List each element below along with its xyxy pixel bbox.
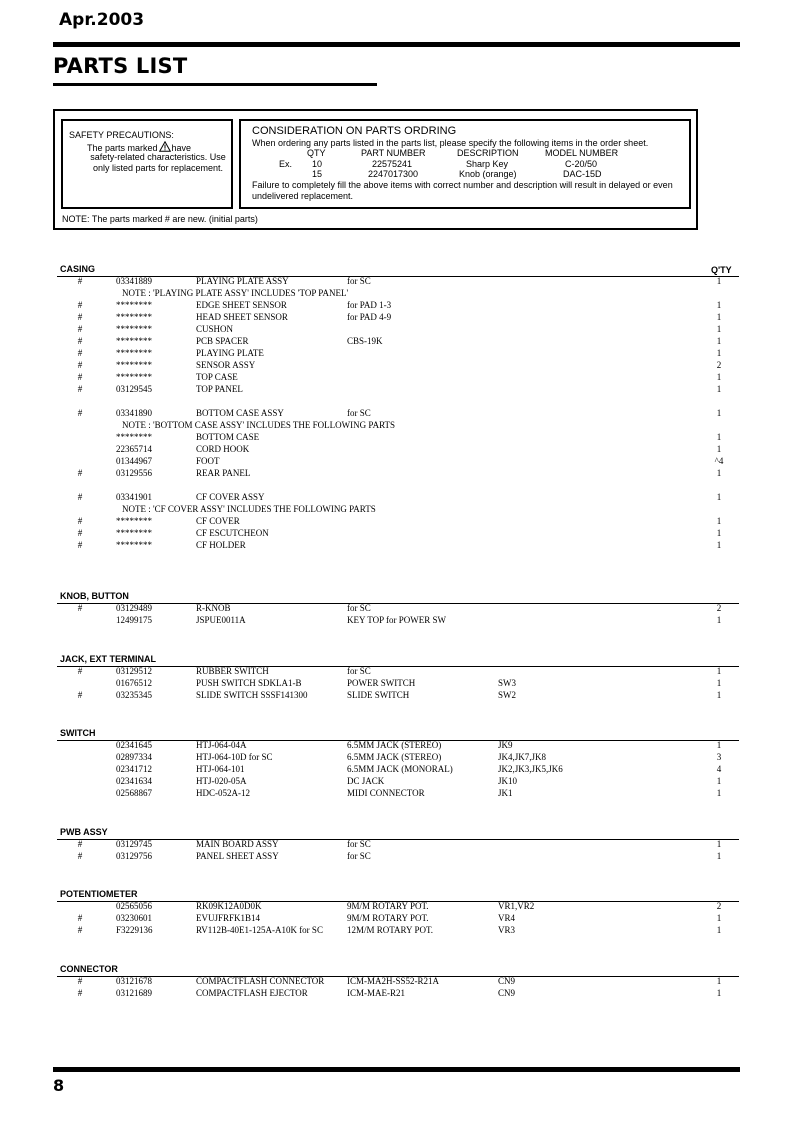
part-qty: 1 [716,444,722,454]
part-info: for PAD 1-3 [347,300,392,310]
part-number: 02341634 [116,776,152,786]
title-underline [53,83,377,86]
part-number: 03341889 [116,276,152,286]
part-number: 03121678 [116,976,152,986]
part-info: for SC [347,603,371,613]
part-description: REAR PANEL [196,468,251,478]
part-info: 6.5MM JACK (STEREO) [347,740,442,750]
ordering-ex1-desc: Sharp Key [466,159,509,169]
new-part-mark: # [77,336,83,346]
part-number: 03341901 [116,492,152,502]
part-number: 02565056 [116,901,152,911]
ordering-header-part: PART NUMBER [361,148,426,158]
row-note: NOTE : 'PLAYING PLATE ASSY' INCLUDES 'TOP PANEL' [122,288,349,298]
safety-heading: SAFETY PRECAUTIONS: [69,130,174,140]
part-description: EDGE SHEET SENSOR [196,300,287,310]
part-description: PUSH SWITCH SDKLA1-B [196,678,302,688]
part-number: 03129756 [116,851,152,861]
part-qty: 2 [716,901,722,911]
part-description: CF ESCUTCHEON [196,528,269,538]
part-qty: 1 [716,851,722,861]
part-qty: 1 [716,336,722,346]
part-reference: VR3 [498,925,516,935]
page-title: PARTS LIST [53,54,188,78]
new-part-mark: # [77,276,83,286]
part-qty: 1 [716,925,722,935]
part-description: CF COVER [196,516,240,526]
part-qty: 1 [716,988,722,998]
new-part-mark: # [77,324,83,334]
part-info: 6.5MM JACK (MONORAL) [347,764,453,774]
header-rule [53,42,740,47]
new-part-mark: # [77,312,83,322]
ordering-ex1-model: C-20/50 [565,159,598,169]
part-reference: SW3 [498,678,516,688]
part-reference: JK1 [498,788,513,798]
part-description: R-KNOB [196,603,231,613]
section-title: CONNECTOR [60,964,118,974]
part-number: ******** [116,324,152,334]
part-number: 03129745 [116,839,152,849]
part-number: ******** [116,348,152,358]
part-number: 02341645 [116,740,152,750]
ordering-footer: Failure to completely fill the above items with correct number and description will result in delayed or even undelivered replacement. [252,180,673,201]
new-part-mark: # [77,976,83,986]
part-description: HTJ-064-04A [196,740,247,750]
part-number: 01676512 [116,678,152,688]
part-qty: 2 [716,360,722,370]
part-description: PLAYING PLATE ASSY [196,276,289,286]
ordering-ex2-desc: Knob (orange) [459,169,517,179]
ordering-example-label: Ex. [279,159,293,169]
part-info: ICM-MAE-R21 [347,988,405,998]
new-part-mark: # [77,528,83,538]
part-number: 22365714 [116,444,152,454]
part-number: 02897334 [116,752,152,762]
row-note: NOTE : 'CF COVER ASSY' INCLUDES THE FOLLOWING PARTS [122,504,376,514]
part-reference: SW2 [498,690,516,700]
section-rule [57,603,739,604]
section-rule [57,839,739,840]
part-number: ******** [116,540,152,550]
part-number: 03129489 [116,603,152,613]
part-description: HTJ-064-101 [196,764,245,774]
new-part-mark: # [77,372,83,382]
part-qty: 1 [716,976,722,986]
new-part-mark: # [77,666,83,676]
part-qty: 1 [716,776,722,786]
part-qty: 1 [716,788,722,798]
part-description: PLAYING PLATE [196,348,264,358]
section-title: PWB ASSY [60,827,108,837]
part-info: 9M/M ROTARY POT. [347,901,429,911]
part-description: MAIN BOARD ASSY [196,839,279,849]
safety-lines [88,152,228,174]
section-title: KNOB, BUTTON [60,591,129,601]
part-description: HTJ-020-05A [196,776,247,786]
safety-line-1-pre: The parts marked [87,143,158,153]
new-part-mark: # [77,348,83,358]
section-title: CASING [60,264,96,274]
part-qty: 1 [716,839,722,849]
part-number: ******** [116,432,152,442]
part-qty: 1 [716,276,722,286]
new-part-mark: # [77,516,83,526]
part-number: ******** [116,300,152,310]
qty-column-header: Q'TY [711,265,732,275]
safety-line-2: safety-related characteristics. Use [90,152,226,162]
part-number: 03230601 [116,913,152,923]
part-description: BOTTOM CASE ASSY [196,408,284,418]
section-title: SWITCH [60,728,96,738]
part-description: EVUJFRFK1B14 [196,913,261,923]
ordering-ex1-part: 22575241 [372,159,413,169]
new-part-mark: # [77,408,83,418]
part-description: RV112B-40E1-125A-A10K for SC [196,925,323,935]
part-number: 03129556 [116,468,152,478]
part-description: CF HOLDER [196,540,246,550]
part-qty: 1 [716,300,722,310]
revision-date: Apr.2003 [59,10,145,30]
part-qty: 1 [716,432,722,442]
part-description: COMPACTFLASH EJECTOR [196,988,308,998]
part-number: 03129512 [116,666,152,676]
part-qty: 1 [716,324,722,334]
part-description: SENSOR ASSY [196,360,256,370]
part-qty: 3 [716,752,722,762]
part-qty: 1 [716,492,722,502]
ordering-header-model: MODEL NUMBER [545,148,619,158]
part-number: ******** [116,516,152,526]
part-number: F3229136 [116,925,153,935]
part-qty: 1 [716,666,722,676]
part-number: 12499175 [116,615,152,625]
part-qty: 1 [716,408,722,418]
part-description: PCB SPACER [196,336,249,346]
part-number: ******** [116,336,152,346]
part-info: 12M/M ROTARY POT. [347,925,434,935]
part-number: ******** [116,528,152,538]
part-reference: CN9 [498,976,516,986]
part-info: CBS-19K [347,336,383,346]
part-reference: VR1,VR2 [498,901,535,911]
part-description: HDC-052A-12 [196,788,250,798]
part-reference: JK2,JK3,JK5,JK6 [498,764,563,774]
new-part-mark: # [77,360,83,370]
part-reference: JK9 [498,740,513,750]
part-qty: 4 [716,764,722,774]
ordering-ex2-part: 2247017300 [368,169,419,179]
part-description: COMPACTFLASH CONNECTOR [196,976,325,986]
part-reference: JK4,JK7,JK8 [498,752,547,762]
warning-triangle-icon [159,141,171,152]
new-parts-note: NOTE: The parts marked # are new. (initial parts) [62,214,258,224]
page-number: 8 [53,1076,65,1095]
part-description: CUSHON [196,324,234,334]
part-description: RUBBER SWITCH [196,666,269,676]
part-info: for SC [347,839,371,849]
part-info: for SC [347,851,371,861]
part-info: for SC [347,408,371,418]
new-part-mark: # [77,913,83,923]
part-qty: 1 [716,528,722,538]
part-description: RK09K12A0D0K [196,901,262,911]
part-qty: 1 [716,312,722,322]
new-part-mark: # [77,988,83,998]
part-qty: 1 [716,615,722,625]
new-part-mark: # [77,603,83,613]
part-info: for SC [347,666,371,676]
new-part-mark: # [77,839,83,849]
ordering-ex1-qty: 10 [312,159,323,169]
new-part-mark: # [77,851,83,861]
part-description: SLIDE SWITCH SSSF141300 [196,690,308,700]
part-description: PANEL SHEET ASSY [196,851,279,861]
new-part-mark: # [77,690,83,700]
ordering-intro: When ordering any parts listed in the parts list, please specify the following items in the order sheet. [252,138,649,148]
part-reference: JK10 [498,776,518,786]
part-qty: 1 [716,740,722,750]
part-info: 9M/M ROTARY POT. [347,913,429,923]
part-qty: 1 [716,348,722,358]
part-description: CORD HOOK [196,444,250,454]
part-reference: CN9 [498,988,516,998]
part-info: for SC [347,276,371,286]
part-description: HTJ-064-10D for SC [196,752,273,762]
ordering-title: CONSIDERATION ON PARTS ORDRING [252,125,457,137]
part-info: DC JACK [347,776,385,786]
part-qty: 1 [716,516,722,526]
safety-line-1-post: have [171,143,192,153]
new-part-mark: # [77,925,83,935]
part-qty: 2 [716,603,722,613]
new-part-mark: # [77,384,83,394]
part-qty: 1 [716,690,722,700]
part-number: 03341890 [116,408,152,418]
part-description: TOP CASE [196,372,238,382]
part-info: ICM-MA2H-SS52-R21A [347,976,440,986]
part-number: 02568867 [116,788,152,798]
new-part-mark: # [77,540,83,550]
part-description: FOOT [196,456,220,466]
part-qty: 1 [716,468,722,478]
part-number: 02341712 [116,764,152,774]
part-qty: 1 [716,384,722,394]
ordering-ex2-model: DAC-15D [563,169,602,179]
new-part-mark: # [77,300,83,310]
part-info: for PAD 4-9 [347,312,392,322]
section-title: POTENTIOMETER [60,889,138,899]
part-qty: 1 [716,372,722,382]
part-info: POWER SWITCH [347,678,416,688]
ordering-header-desc: DESCRIPTION [457,148,519,158]
new-part-mark: # [77,468,83,478]
ordering-header-qty: QTY [307,148,326,158]
safety-text [69,130,239,154]
part-qty: 1 [716,678,722,688]
part-info: KEY TOP for POWER SW [347,615,446,625]
part-qty: 1 [716,913,722,923]
part-number: 03235345 [116,690,152,700]
part-qty: ^4 [714,456,724,466]
part-description: TOP PANEL [196,384,243,394]
section-rule [57,276,739,277]
section-rule [57,666,739,667]
part-description: BOTTOM CASE [196,432,260,442]
part-qty: 1 [716,540,722,550]
part-number: 03129545 [116,384,152,394]
new-part-mark: # [77,492,83,502]
part-number: ******** [116,372,152,382]
footer-rule [53,1067,740,1072]
part-info: SLIDE SWITCH [347,690,410,700]
part-number: ******** [116,360,152,370]
row-note: NOTE : 'BOTTOM CASE ASSY' INCLUDES THE FOLLOWING PARTS [122,420,396,430]
part-description: CF COVER ASSY [196,492,265,502]
part-reference: VR4 [498,913,516,923]
part-description: JSPUE0011A [196,615,246,625]
section-title: JACK, EXT TERMINAL [60,654,157,664]
safety-line-3: only listed parts for replacement. [92,163,224,173]
part-number: ******** [116,312,152,322]
part-info: 6.5MM JACK (STEREO) [347,752,442,762]
part-number: 01344967 [116,456,152,466]
part-info: MIDI CONNECTOR [347,788,425,798]
part-number: 03121689 [116,988,152,998]
part-description: HEAD SHEET SENSOR [196,312,288,322]
ordering-ex2-qty: 15 [312,169,323,179]
